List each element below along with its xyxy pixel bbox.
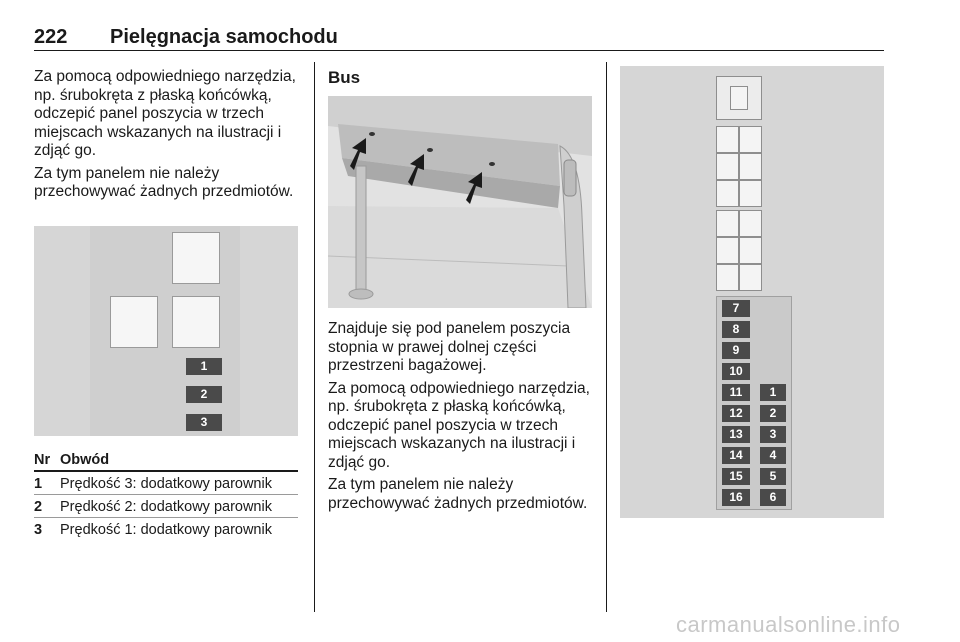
column-divider-1 [314, 62, 315, 612]
middle-column-text [328, 320, 596, 517]
table-row [34, 495, 298, 518]
left-column-text [34, 68, 304, 206]
middle-paragraph-1: Znajduje się pod panelem poszycia stopnia w prawej dolnej części przestrzeni bagażowej. [328, 320, 571, 374]
fuse-label: 8 [722, 321, 750, 338]
fuse-label: 1 [760, 384, 786, 401]
empty-slot [716, 180, 739, 207]
empty-slot [110, 296, 158, 348]
fuse-label: 4 [760, 447, 786, 464]
fuse-label: 6 [760, 489, 786, 506]
fuse-label: 1 [186, 358, 222, 375]
fuse-box-illustration [34, 226, 298, 436]
page-number: 222 [34, 26, 68, 48]
left-paragraph-2: Za tym panelem nie należy przechowywać żadnych przedmiotów. [34, 164, 294, 200]
fuse-label: 3 [760, 426, 786, 443]
cargo-area-illustration [328, 96, 592, 308]
empty-slot [739, 153, 762, 180]
header-rule [34, 50, 884, 51]
left-paragraph-1: Za pomocą odpowiedniego narzędzia, np. śrubokręta z płaską końcówką, odczepić panel poszycia w trzech miejscach wskazanych na ilustracji i zdjąć go. [34, 68, 296, 159]
watermark: carmanualsonline.info [676, 612, 901, 637]
empty-slot [739, 126, 762, 153]
fuse-label: 15 [722, 468, 750, 485]
row-circuit: Prędkość 2: dodatkowy parownik [60, 499, 272, 515]
header-nr: Nr [34, 452, 51, 468]
row-nr: 2 [34, 499, 43, 515]
section-heading: Bus [328, 68, 361, 87]
fuse-label: 16 [722, 489, 750, 506]
empty-slot [716, 237, 739, 264]
fuse-label: 10 [722, 363, 750, 380]
row-nr: 1 [34, 476, 43, 492]
middle-paragraph-2: Za pomocą odpowiedniego narzędzia, np. śrubokręta z płaską końcówką, odczepić panel poszycia w trzech miejscach wskazanych na ilustracji i zdjąć go. [328, 379, 590, 471]
fuse-label: 2 [760, 405, 786, 422]
fuse-label: 9 [722, 342, 750, 359]
empty-slot [739, 210, 762, 237]
table-row [34, 472, 298, 495]
fuse-label: 12 [722, 405, 750, 422]
fuse-label: 14 [722, 447, 750, 464]
empty-slot [716, 210, 739, 237]
column-divider-2 [606, 62, 607, 612]
empty-slot [739, 180, 762, 207]
table-row [34, 518, 298, 540]
empty-slot [716, 126, 739, 153]
fuse-label: 3 [186, 414, 222, 431]
row-circuit: Prędkość 3: dodatkowy parownik [60, 476, 272, 492]
empty-slot [739, 237, 762, 264]
empty-slot [172, 296, 220, 348]
row-nr: 3 [34, 522, 43, 538]
empty-slot [716, 153, 739, 180]
middle-paragraph-3: Za tym panelem nie należy przechowywać żadnych przedmiotów. [328, 476, 588, 512]
empty-slot [716, 264, 739, 291]
fuse-label: 2 [186, 386, 222, 403]
empty-slot [730, 86, 748, 110]
vehicle-photo [328, 96, 592, 308]
row-circuit: Prędkość 1: dodatkowy parownik [60, 522, 272, 538]
fuse-box-diagram [620, 66, 884, 518]
empty-slot [739, 264, 762, 291]
fuse-label: 13 [722, 426, 750, 443]
fuse-label: 7 [722, 300, 750, 317]
fuse-label: 5 [760, 468, 786, 485]
circuit-table [34, 452, 298, 540]
table-header [34, 452, 298, 472]
empty-slot [172, 232, 220, 284]
fuse-label: 11 [722, 384, 750, 401]
page-title: Pielęgnacja samochodu [110, 26, 338, 48]
header-circuit: Obwód [60, 452, 110, 468]
